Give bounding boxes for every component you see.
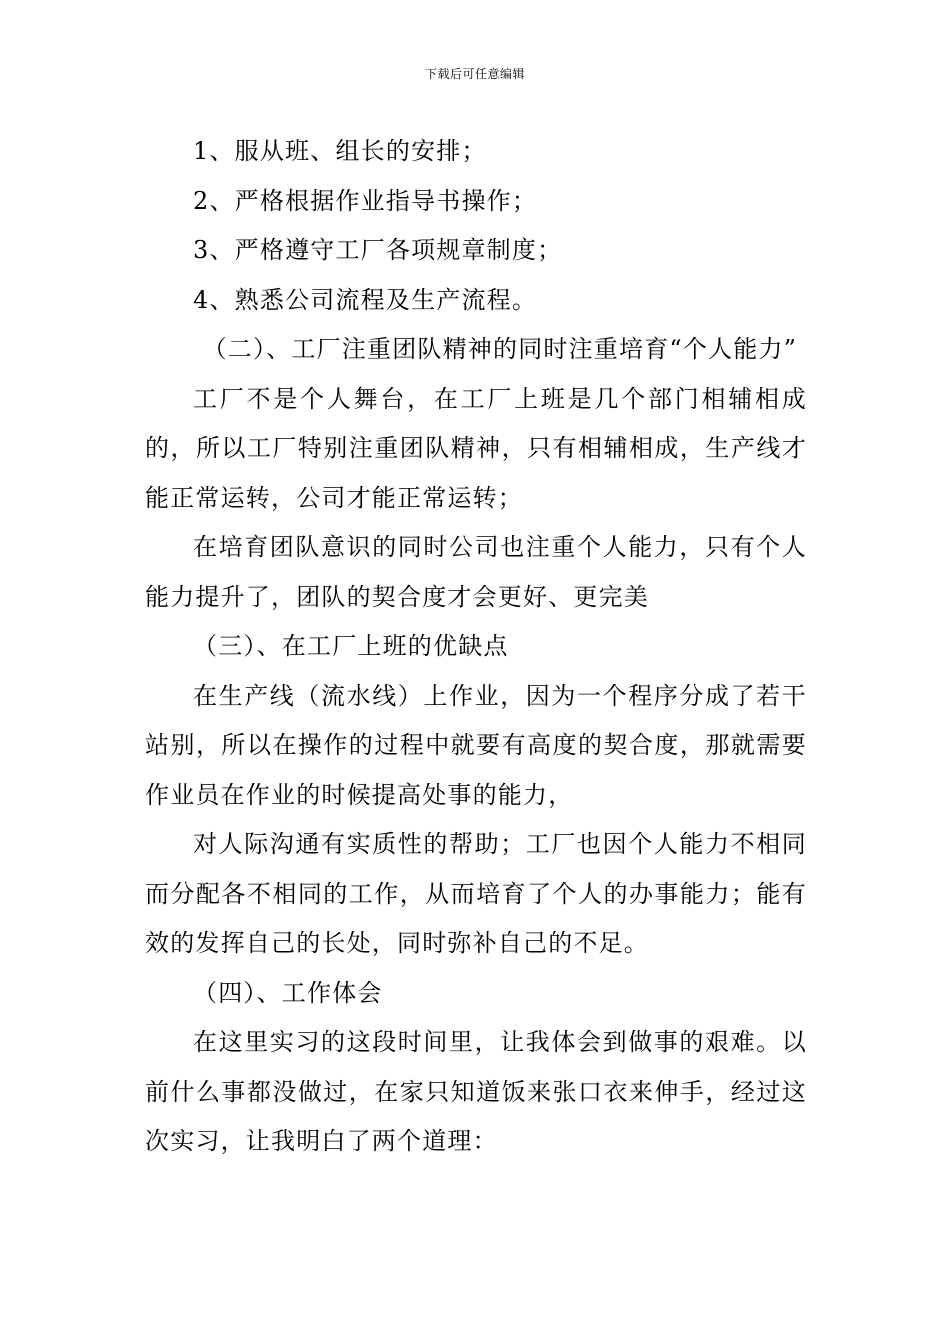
paragraph-experience: 在这里实习的这段时间里，让我体会到做事的艰难。以前什么事都没做过，在家只知道饭来张口衣来伸手，经过这次实习，让我明白了两个道理： [145,1028,807,1155]
list-item-obey-leaders: 1、服从班、组长的安排； [193,137,487,165]
list-item-follow-rules: 3、严格遵守工厂各项规章制度； [193,236,563,264]
paragraph-individual-ability: 在培育团队意识的同时公司也注重个人能力，只有个人能力提升了，团队的契合度才会更好、更完美 [145,533,807,611]
document-body [145,127,807,1167]
paragraph-communication: 对人际沟通有实质性的帮助；工厂也因个人能力不相同而分配各不相同的工作，从而培育了个人的办事能力；能有效的发挥自己的长处，同时弥补自己的不足。 [145,830,807,957]
section-heading-pros-cons: （三）、在工厂上班的优缺点 [193,632,509,660]
list-item-follow-instructions: 2、严格根据作业指导书操作； [193,186,538,215]
page-header-note: 下载后可任意编辑 [424,67,525,81]
list-item-know-processes: 4、熟悉公司流程及生产流程。 [193,285,538,314]
paragraph-production-line: 在生产线（流水线）上作业，因为一个程序分成了若干站别，所以在操作的过程中就要有高度的契合度，那就需要作业员在作业的时候提高处事的能力， [145,681,807,809]
paragraph-teamwork: 工厂不是个人舞台，在工厂上班是几个部门相辅相成的，所以工厂特别注重团队精神，只有相辅相成，生产线才能正常运转，公司才能正常运转； [145,384,807,512]
section-heading-teamwork: （二）、工厂注重团队精神的同时注重培育“个人能力” [202,335,798,363]
section-heading-experience: （四）、工作体会 [193,978,383,1007]
